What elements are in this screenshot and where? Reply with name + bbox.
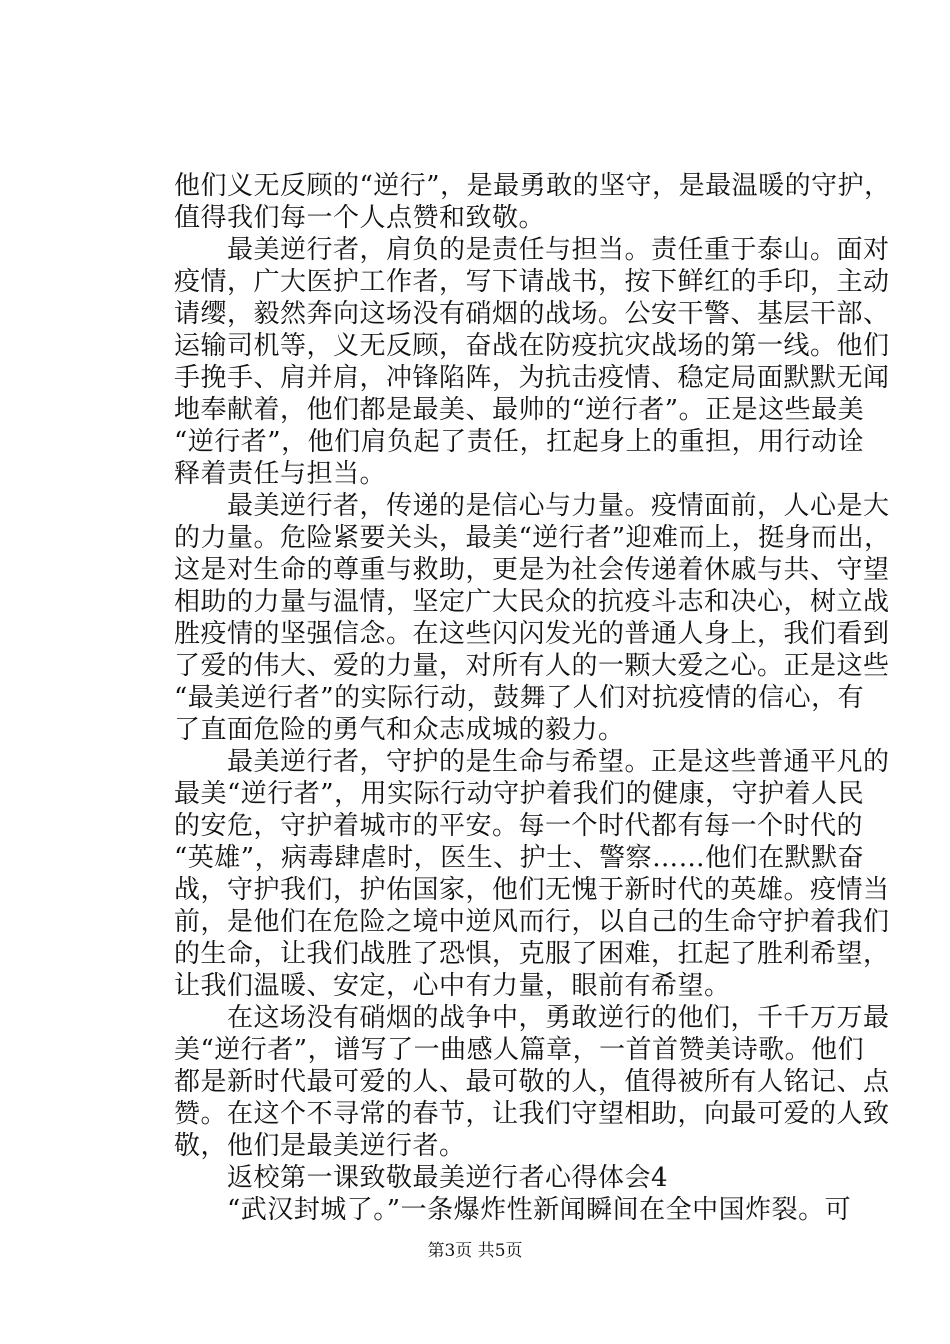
text-line: 最美逆行者，守护的是生命与希望。正是这些普通平凡的 [174, 747, 890, 777]
page-number-footer: 第3页 共5页 [427, 1241, 523, 1261]
text-line: 了直面危险的勇气和众志成城的毅力。 [174, 715, 625, 745]
text-line: 相助的力量与温情，坚定广大民众的抗疫斗志和决心，树立战 [174, 587, 890, 617]
text-line: “逆行者”，他们肩负起了责任，扛起身上的重担，用行动诠 [174, 427, 865, 457]
text-line: 战，守护我们，护佑国家，他们无愧于新时代的英雄。疫情当 [174, 875, 890, 905]
text-line: 的生命，让我们战胜了恐惧，克服了困难，扛起了胜利希望， [174, 939, 890, 969]
text-line: 的力量。危险紧要关头，最美“逆行者”迎难而上，挺身而出， [174, 523, 891, 553]
text-line: 请缨，毅然奔向这场没有硝烟的战场。公安干警、基层干部、 [174, 299, 890, 329]
text-line: 手挽手、肩并肩，冲锋陷阵，为抗击疫情、稳定局面默默无闻 [174, 363, 890, 393]
text-line: “最美逆行者”的实际行动，鼓舞了人们对抗疫情的信心，有 [174, 683, 865, 713]
text-line: 运输司机等，义无反顾，奋战在防疫抗灾战场的第一线。他们 [174, 331, 890, 361]
text-line: 让我们温暖、安定，心中有力量，眼前有希望。 [174, 971, 731, 1001]
text-line: “英雄”，病毒肆虐时，医生、护士、警察……他们在默默奋 [174, 843, 865, 873]
text-line: 在这场没有硝烟的战争中，勇敢逆行的他们，千千万万最 [174, 1003, 890, 1033]
text-line: 地奉献着，他们都是最美、最帅的“逆行者”。正是这些最美 [174, 395, 865, 425]
text-line: 胜疫情的坚强信念。在这些闪闪发光的普通人身上，我们看到 [174, 619, 890, 649]
text-line: “武汉封城了。”一条爆炸性新闻瞬间在全中国炸裂。可 [174, 1195, 852, 1225]
text-line: 最美“逆行者”，用实际行动守护着我们的健康，守护着人民 [174, 779, 865, 809]
text-line: 最美逆行者，肩负的是责任与担当。责任重于泰山。面对 [174, 235, 890, 265]
section-heading: 返校第一课致敬最美逆行者心得体会4 [174, 1163, 669, 1193]
text-line: 敬，他们是最美逆行者。 [174, 1131, 466, 1161]
text-line: 疫情，广大医护工作者，写下请战书，按下鲜红的手印，主动 [174, 267, 890, 297]
document-body [174, 170, 891, 1226]
text-line: 赞。在这个不寻常的春节，让我们守望相助，向最可爱的人致 [174, 1099, 890, 1129]
text-line: 最美逆行者，传递的是信心与力量。疫情面前，人心是大 [174, 491, 890, 521]
text-line: 都是新时代最可爱的人、最可敬的人，值得被所有人铭记、点 [174, 1067, 890, 1097]
text-line: 美“逆行者”，谱写了一曲感人篇章，一首首赞美诗歌。他们 [174, 1035, 865, 1065]
text-line: 了爱的伟大、爱的力量，对所有人的一颗大爱之心。正是这些 [174, 651, 890, 681]
text-line: 前，是他们在危险之境中逆风而行，以自己的生命守护着我们 [174, 907, 890, 937]
text-line: 的安危，守护着城市的平安。每一个时代都有每一个时代的 [174, 811, 864, 841]
text-line: 释着责任与担当。 [174, 459, 387, 489]
text-line: 这是对生命的尊重与救助，更是为社会传递着休戚与共、守望 [174, 555, 890, 585]
text-line: 他们义无反顾的“逆行”，是最勇敢的坚守，是最温暖的守护， [174, 171, 891, 201]
text-line: 值得我们每一个人点赞和致敬。 [174, 203, 546, 233]
